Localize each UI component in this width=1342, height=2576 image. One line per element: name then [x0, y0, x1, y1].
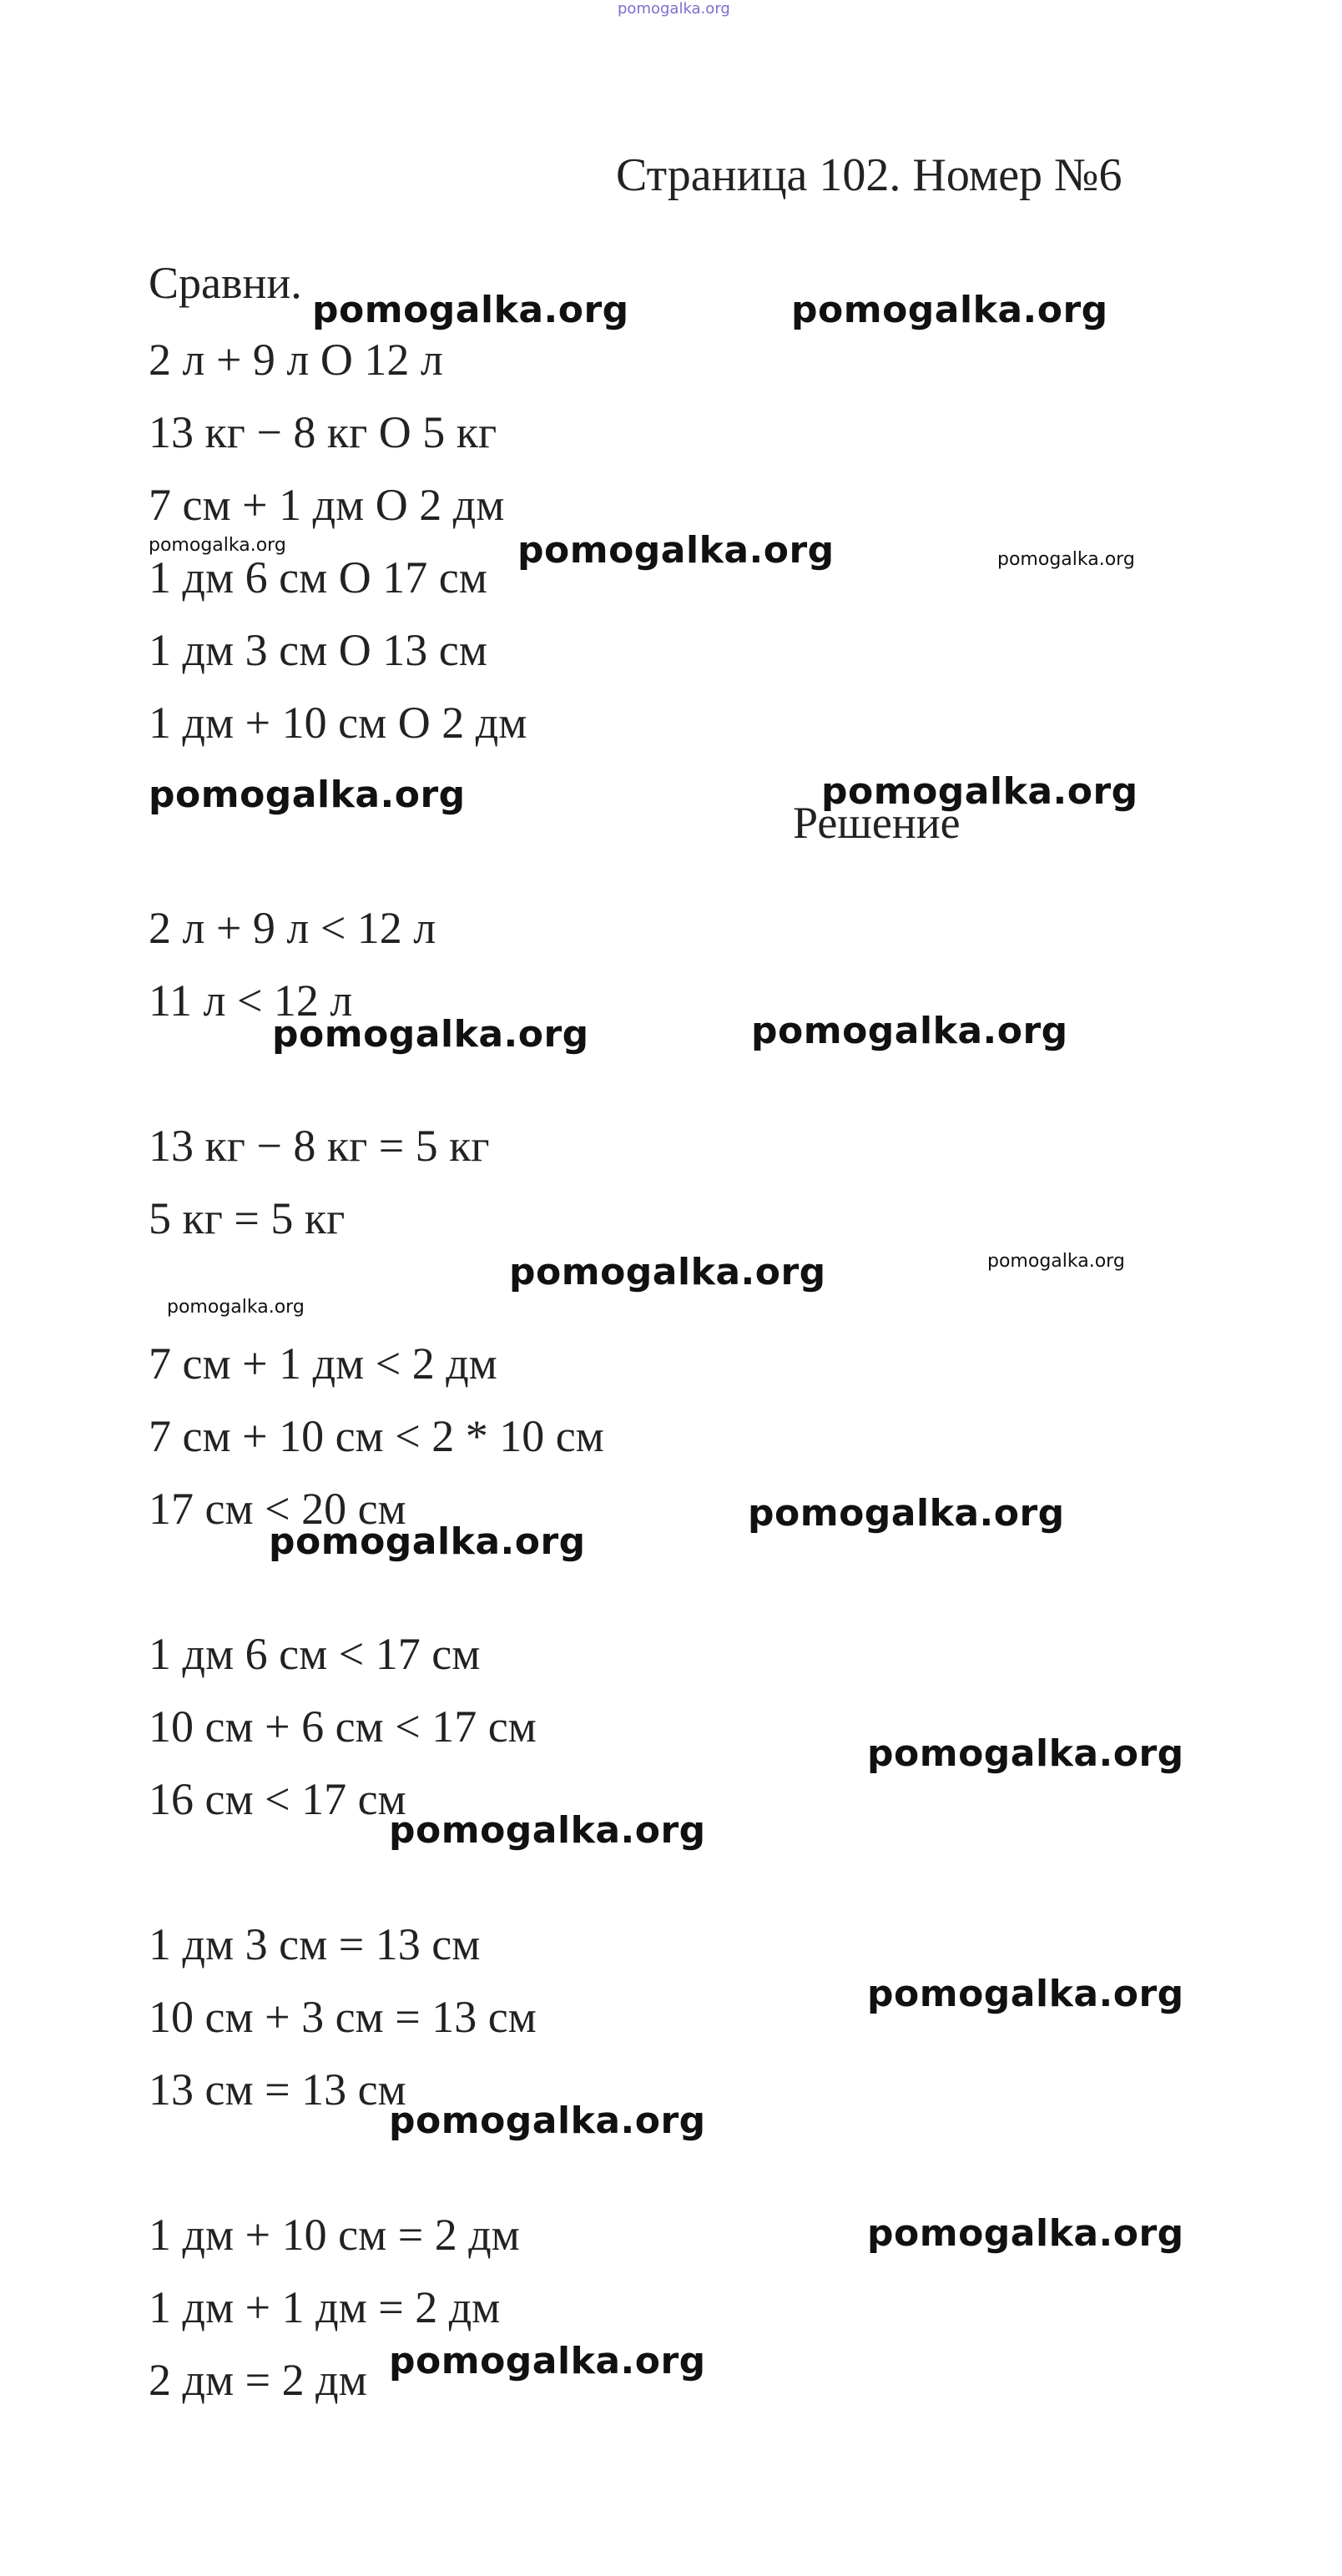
solution-line: 2 дм = 2 дм	[149, 2355, 367, 2405]
solution-line: 7 см + 10 см < 2 * 10 см	[149, 1411, 604, 1461]
watermark: pomogalka.org	[751, 1010, 1068, 1052]
solution-line: 2 л + 9 л < 12 л	[149, 903, 436, 953]
watermark: pomogalka.org	[867, 2212, 1184, 2255]
task-line: 2 л + 9 л O 12 л	[149, 335, 443, 385]
watermark: pomogalka.org	[312, 289, 629, 331]
solution-line: 1 дм + 1 дм = 2 дм	[149, 2282, 501, 2332]
solution-line: 10 см + 6 см < 17 см	[149, 1701, 537, 1752]
watermark: pomogalka.org	[149, 535, 286, 556]
watermark: pomogalka.org	[509, 1251, 826, 1293]
watermark: pomogalka.org	[748, 1492, 1065, 1535]
solution-line: 1 дм 3 см = 13 см	[149, 1919, 481, 1969]
solution-heading: Решение	[793, 798, 961, 848]
solution-line: 1 дм 6 см < 17 см	[149, 1629, 481, 1679]
watermark: pomogalka.org	[867, 1732, 1184, 1775]
solution-line: 13 см = 13 см	[149, 2064, 406, 2115]
task-line: 1 дм 6 см O 17 см	[149, 552, 487, 602]
solution-line: 7 см + 1 дм < 2 дм	[149, 1338, 497, 1389]
watermark: pomogalka.org	[389, 2100, 706, 2142]
solution-line: 11 л < 12 л	[149, 975, 353, 1026]
task-line: 1 дм 3 см O 13 см	[149, 625, 487, 675]
solution-line: 16 см < 17 см	[149, 1774, 406, 1824]
watermark: pomogalka.org	[867, 1973, 1184, 2015]
watermark: pomogalka.org	[821, 770, 1138, 813]
task-line: 1 дм + 10 см O 2 дм	[149, 698, 527, 748]
solution-line: 13 кг − 8 кг = 5 кг	[149, 1121, 490, 1171]
watermark: pomogalka.org	[997, 549, 1135, 570]
watermark: pomogalka.org	[389, 2340, 706, 2382]
solution-line: 10 см + 3 см = 13 см	[149, 1992, 537, 2042]
watermark: pomogalka.org	[269, 1520, 586, 1563]
watermark: pomogalka.org	[272, 1013, 589, 1056]
page-title: Страница 102. Номер №6	[616, 149, 1123, 201]
watermark: pomogalka.org	[149, 774, 466, 816]
solution-line: 17 см < 20 см	[149, 1484, 406, 1534]
top-watermark: pomogalka.org	[618, 0, 730, 18]
watermark: pomogalka.org	[791, 289, 1108, 331]
solution-line: 5 кг = 5 кг	[149, 1193, 346, 1243]
watermark: pomogalka.org	[167, 1297, 305, 1318]
watermark: pomogalka.org	[987, 1251, 1125, 1272]
watermark: pomogalka.org	[389, 1809, 706, 1852]
task-line: 13 кг − 8 кг O 5 кг	[149, 407, 497, 457]
watermark: pomogalka.org	[517, 529, 835, 572]
solution-line: 1 дм + 10 см = 2 дм	[149, 2210, 520, 2260]
task-line: 7 см + 1 дм O 2 дм	[149, 480, 505, 530]
task-prompt: Сравни.	[149, 258, 302, 308]
